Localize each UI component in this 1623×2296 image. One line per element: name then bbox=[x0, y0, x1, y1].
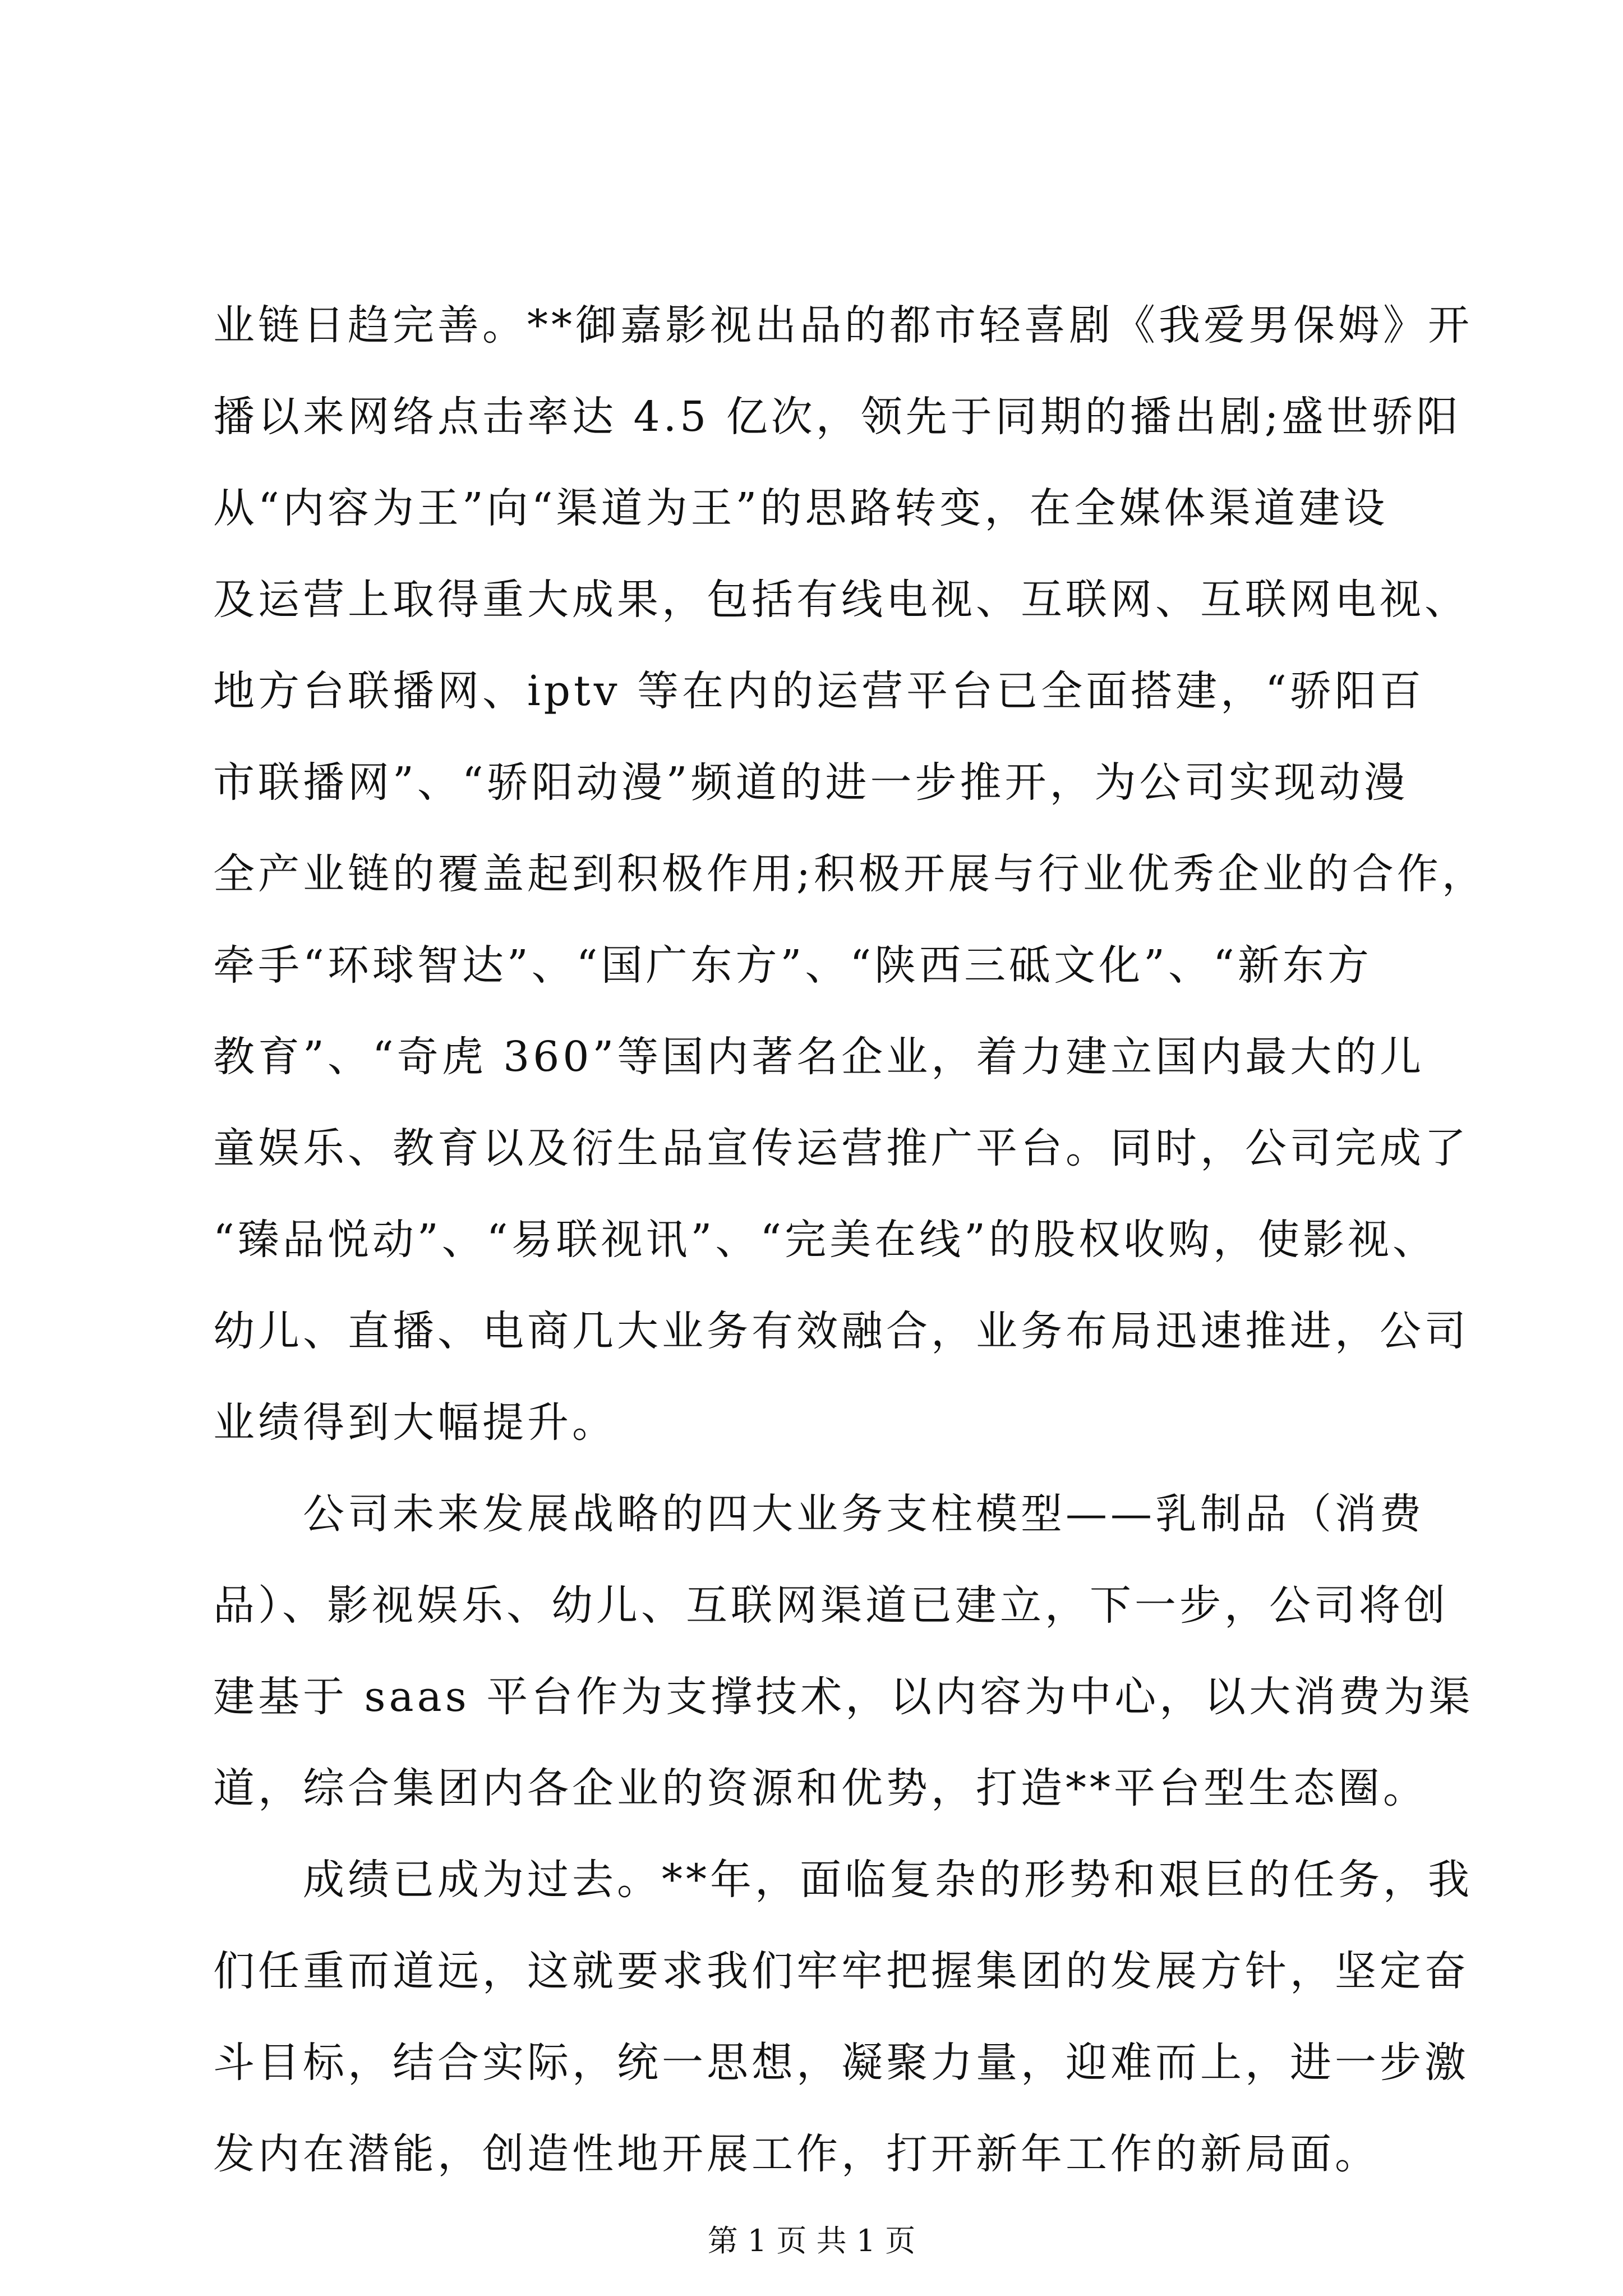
paragraph-first-line: 公司未来发展战略的四大业务支柱模型——乳制品（消费 bbox=[303, 1490, 1424, 1538]
text-line: 发内在潜能，创造性地开展工作，打开新年工作的新局面。 bbox=[213, 2130, 1380, 2178]
text-line: 道，综合集团内各企业的资源和优势，打造**平台型生态圈。 bbox=[213, 1764, 1428, 1812]
text-line: 们任重而道远，这就要求我们牢牢把握集团的发展方针，坚定奋 bbox=[213, 1947, 1469, 1995]
text-line: 市联播网”、“骄阳动漫”频道的进一步推开，为公司实现动漫 bbox=[213, 758, 1409, 807]
text-line: 从“内容为王”向“渠道为王”的思路转变，在全媒体渠道建设 bbox=[213, 484, 1389, 532]
text-line: 童娱乐、教育以及衍生品宣传运营推广平台。同时，公司完成了 bbox=[213, 1124, 1469, 1172]
text-line: 建基于 saas 平台作为支撑技术，以内容为中心，以大消费为渠 bbox=[213, 1673, 1474, 1721]
text-line: 地方台联播网、iptv 等在内的运营平台已全面搭建，“骄阳百 bbox=[213, 667, 1424, 715]
text-line: 及运营上取得重大成果，包括有线电视、互联网、互联网电视、 bbox=[213, 576, 1469, 624]
page-footer: 第 1 页 共 1 页 bbox=[707, 2223, 916, 2258]
text-line: “臻品悦动”、“易联视讯”、“完美在线”的股权收购，使影视、 bbox=[213, 1216, 1437, 1264]
text-line: 品）、影视娱乐、幼儿、互联网渠道已建立，下一步，公司将创 bbox=[213, 1581, 1449, 1630]
text-line: 教育”、“奇虎 360”等国内著名企业，着力建立国内最大的儿 bbox=[213, 1033, 1425, 1081]
text-line: 业绩得到大幅提升。 bbox=[213, 1398, 617, 1447]
paragraph-first-line: 成绩已成为过去。**年，面临复杂的形势和艰巨的任务，我 bbox=[303, 1856, 1473, 1904]
text-line: 业链日趋完善。**御嘉影视出品的都市轻喜剧《我爱男保姆》开 bbox=[213, 301, 1473, 349]
text-line: 幼儿、直播、电商几大业务有效融合，业务布局迅速推进，公司 bbox=[213, 1307, 1469, 1355]
text-line: 牵手“环球智达”、“国广东方”、“陕西三砥文化”、“新东方 bbox=[213, 941, 1372, 990]
text-line: 播以来网络点击率达 4.5 亿次，领先于同期的播出剧;盛世骄阳 bbox=[213, 393, 1461, 441]
text-line: 斗目标，结合实际，统一思想，凝聚力量，迎难而上，进一步激 bbox=[213, 2039, 1469, 2087]
text-line: 全产业链的覆盖起到积极作用;积极开展与行业优秀企业的合作， bbox=[213, 850, 1487, 898]
